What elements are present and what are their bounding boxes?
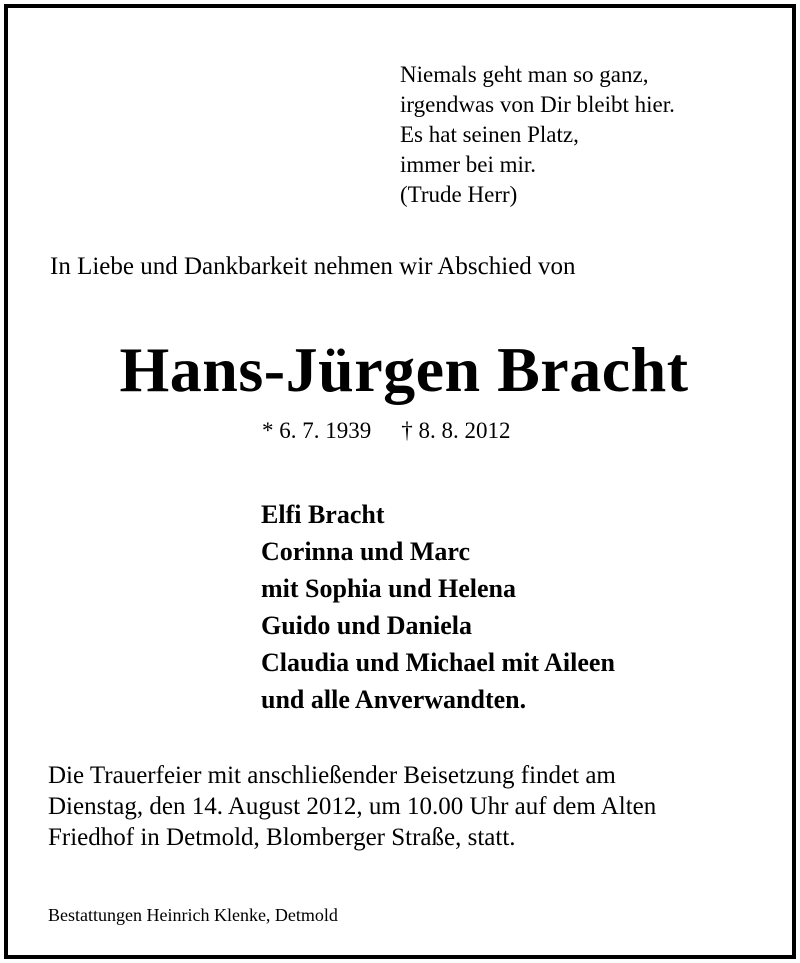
- mourner-line: Claudia und Michael mit Aileen: [261, 648, 615, 677]
- mourner-line: mit Sophia und Helena: [261, 574, 517, 603]
- poem-author: (Trude Herr): [400, 182, 518, 207]
- service-line: Die Trauerfeier mit anschließender Beisetzung findet am: [48, 762, 616, 789]
- mourner-line: und alle Anverwandten.: [261, 685, 527, 714]
- intro-text: In Liebe und Dankbarkeit nehmen wir Abschied von: [50, 253, 576, 280]
- obituary-frame: [4, 4, 796, 959]
- mourners-list: [261, 496, 615, 718]
- mourner-line: Elfi Bracht: [261, 500, 385, 529]
- birth-date: * 6. 7. 1939: [262, 418, 372, 443]
- mourner-line: Corinna und Marc: [261, 537, 470, 566]
- life-dates: [262, 416, 511, 446]
- service-line: Dienstag, den 14. August 2012, um 10.00 Uhr auf dem Alten: [48, 793, 657, 820]
- funeral-service-info: [48, 760, 656, 853]
- mourner-line: Guido und Daniela: [261, 611, 472, 640]
- poem-quote: [400, 60, 675, 210]
- death-date: † 8. 8. 2012: [401, 418, 511, 443]
- poem-line: Niemals geht man so ganz,: [400, 62, 649, 87]
- poem-line: Es hat seinen Platz,: [400, 122, 579, 147]
- poem-line: irgendwas von Dir bleibt hier.: [400, 92, 675, 117]
- service-line: Friedhof in Detmold, Blomberger Straße, statt.: [48, 824, 516, 851]
- funeral-home: Bestattungen Heinrich Klenke, Detmold: [48, 905, 338, 925]
- poem-line: immer bei mir.: [400, 152, 537, 177]
- deceased-name: Hans-Jürgen Bracht: [119, 334, 689, 405]
